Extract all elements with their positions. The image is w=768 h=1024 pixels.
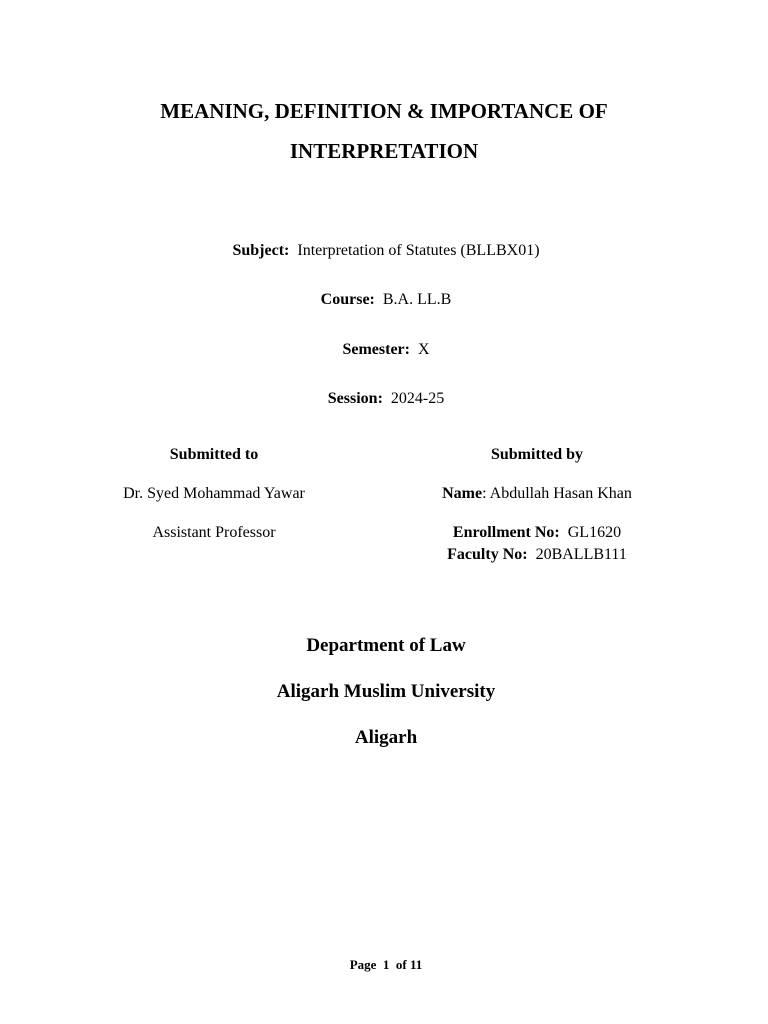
- semester-label: Semester:: [342, 341, 410, 358]
- faculty-value: 20BALLB111: [535, 546, 627, 563]
- enrollment-label: Enrollment No:: [452, 524, 560, 541]
- subject-label: Subject:: [232, 242, 290, 259]
- submitted-to-section: [104, 445, 324, 555]
- submitted-by-heading: Submitted by: [490, 446, 584, 463]
- faculty-label: Faculty No:: [447, 546, 528, 563]
- supervisor-designation: Assistant Professor: [152, 524, 276, 541]
- course-value: B.A. LL.B: [382, 291, 452, 308]
- course-label: Course:: [320, 291, 375, 308]
- document-title-line-2: INTERPRETATION: [289, 139, 479, 163]
- course-row: [0, 290, 768, 310]
- student-name-label: Name: [442, 485, 483, 502]
- session-row: [0, 389, 768, 409]
- submitted-by-section: [400, 445, 674, 570]
- student-name-value: : Abdullah Hasan Khan: [482, 485, 632, 502]
- semester-value: X: [417, 341, 430, 358]
- department-name: Department of Law: [306, 635, 466, 656]
- semester-row: [0, 340, 768, 360]
- university-name: Aligarh Muslim University: [276, 681, 496, 702]
- subject-value: Interpretation of Statutes (BLLBX01): [297, 242, 540, 259]
- supervisor-name: Dr. Syed Mohammad Yawar: [123, 485, 305, 502]
- page-number: [0, 957, 768, 973]
- subject-row: [0, 241, 768, 261]
- page-of: of: [395, 957, 407, 972]
- page-total: 11: [410, 957, 423, 972]
- session-value: 2024-25: [390, 390, 445, 407]
- city-name: Aligarh: [354, 727, 418, 748]
- document-title-line-1: MEANING, DEFINITION & IMPORTANCE OF: [160, 99, 608, 123]
- submitted-to-heading: Submitted to: [169, 446, 259, 463]
- page-current: 1: [382, 957, 390, 972]
- enrollment-row: [400, 523, 674, 543]
- student-name-row: [400, 484, 674, 504]
- enrollment-value: GL1620: [567, 524, 622, 541]
- session-label: Session:: [327, 390, 383, 407]
- faculty-row: [400, 545, 674, 565]
- page-label: Page: [349, 957, 377, 972]
